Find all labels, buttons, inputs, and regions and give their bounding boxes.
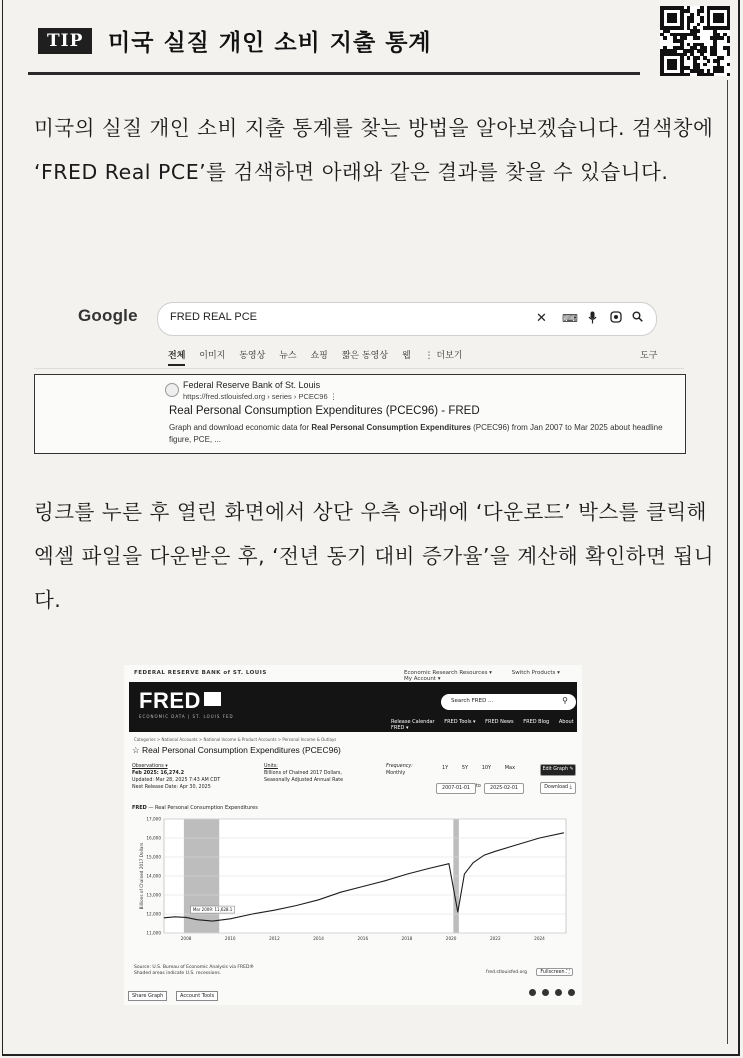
qr-module [720, 36, 724, 40]
qr-module [727, 39, 731, 43]
date-from-input[interactable]: 2007-01-01 [436, 783, 476, 794]
result-url[interactable]: https://fred.stlouisfed.org › series › PCEC96 ⋮ [183, 392, 338, 401]
shaded-note: Shaded areas indicate U.S. recessions. [134, 971, 222, 976]
fred-search-input[interactable]: Search FRED ... [451, 698, 494, 704]
fred-search-box[interactable] [441, 694, 576, 710]
fred-breadcrumb[interactable]: Categories > National Accounts > National Income & Product Accounts > Personal Income & Outlays [134, 737, 337, 742]
fred-logo-subtitle: ECONOMIC DATA | ST. LOUIS FED [139, 714, 234, 719]
pce-data-point [212, 921, 213, 922]
qr-module [687, 73, 691, 77]
qr-module [727, 53, 731, 57]
tab-shopping[interactable]: 쇼핑 [310, 351, 328, 361]
source-text: Source: U.S. Bureau of Economic Analysis via FRED® [134, 965, 254, 970]
nav-fred-tools[interactable]: FRED Tools ▾ [444, 719, 476, 725]
lens-icon[interactable] [610, 311, 622, 327]
nav-release-calendar[interactable]: Release Calendar [391, 719, 435, 725]
qr-module [727, 73, 731, 77]
close-icon[interactable]: ✕ [536, 311, 547, 326]
fred-header-band [129, 682, 577, 732]
topbar-research-link[interactable]: Economic Research Resources ▾ [404, 670, 492, 676]
tab-more[interactable]: ⋮ 더보기 [424, 351, 463, 361]
qr-module [690, 19, 694, 23]
chart-fred-mark: FRED [132, 805, 147, 811]
qr-module [680, 26, 684, 30]
google-search-box[interactable] [157, 302, 657, 336]
frequency-block [386, 763, 413, 777]
qr-module [720, 19, 724, 23]
qr-module [720, 56, 724, 60]
account-tools-button[interactable]: Account Tools [176, 991, 218, 1001]
qr-module [710, 73, 714, 77]
tab-all[interactable]: 전체 [168, 348, 185, 366]
pce-data-point [407, 874, 408, 875]
google-search-input[interactable]: FRED REAL PCE [170, 311, 258, 323]
fred-nav [391, 719, 577, 731]
pce-data-point [252, 914, 253, 915]
pce-data-point [429, 868, 430, 869]
y-tick-label: 11,000 [146, 930, 161, 936]
pce-data-point [362, 886, 363, 887]
tab-images[interactable]: 이미지 [199, 351, 226, 361]
qr-module [697, 56, 701, 60]
updated-date: Updated: Mar 28, 2025 7:43 AM CDT [132, 778, 221, 783]
linkedin-social-icon[interactable] [555, 989, 562, 996]
pce-data-point [539, 838, 540, 839]
page-inner-border [727, 80, 728, 1044]
qr-module [683, 36, 687, 40]
topbar-products-link[interactable]: Switch Products ▾ [511, 670, 560, 676]
y-tick-label: 13,000 [146, 892, 161, 898]
header-title: 미국 실질 개인 소비 지출 통계 [108, 30, 432, 56]
qr-module [697, 23, 701, 27]
qr-module [727, 26, 731, 30]
qr-module [663, 36, 667, 40]
period-max[interactable]: Max [504, 765, 516, 771]
period-5y[interactable]: 5Y [461, 765, 469, 771]
email-share-icon[interactable] [568, 989, 575, 996]
x-tick-label: 2008 [180, 936, 192, 941]
instruction-paragraph: 링크를 누른 후 열린 화면에서 상단 우측 아래에 ‘다운로드’ 박스를 클릭해 엑셀 파일을 다운받은 후, ‘전년 동기 대비 증가율’을 계산해 확인하면 됩니다. [34, 500, 714, 612]
qr-module [673, 66, 677, 70]
nav-fred-blog[interactable]: FRED Blog [523, 719, 550, 725]
facebook-social-icon[interactable] [542, 989, 549, 996]
fred-favicon-icon [165, 383, 179, 397]
pce-data-point [449, 863, 450, 864]
fred-series-title: ☆ Real Personal Consumption Expenditures (PCEC96) [132, 745, 341, 755]
observations-dropdown[interactable]: Observations ▾ [132, 764, 168, 769]
pce-data-point [274, 910, 275, 911]
search-result[interactable] [34, 374, 686, 454]
nav-about-fred[interactable]: About FRED ▾ [391, 719, 574, 731]
fullscreen-button[interactable]: Fullscreen ⛶ [536, 968, 573, 976]
y-tick-label: 17,000 [146, 816, 161, 822]
next-release-date: Next Release Date: Apr 30, 2025 [132, 785, 211, 790]
tab-web[interactable]: 웹 [401, 351, 411, 361]
x-tick-label: 2022 [489, 936, 501, 941]
pce-data-point [197, 919, 198, 920]
tab-tools[interactable]: 도구 [640, 351, 658, 361]
qr-module [697, 36, 701, 40]
date-to-input[interactable]: 2025-02-01 [484, 783, 524, 794]
tip-header [28, 10, 638, 72]
google-logo[interactable]: Google [78, 306, 138, 325]
y-tick-label: 12,000 [146, 911, 161, 917]
pce-data-point [563, 832, 564, 833]
pce-data-point [464, 874, 465, 875]
y-axis-label: Billions of Chained 2017 Dollars [139, 842, 144, 910]
fred-topbar-links [404, 670, 582, 682]
period-1y[interactable]: 1Y [442, 765, 449, 771]
pce-data-point [186, 917, 187, 918]
qr-module [727, 63, 731, 67]
qr-module [707, 59, 711, 63]
units-label: Units: [264, 764, 278, 769]
units-block [264, 763, 354, 784]
qr-module [697, 29, 701, 33]
x-tick-label: 2012 [269, 936, 280, 941]
result-snippet: Graph and download economic data for Real Personal Consumption Expenditures (PCEC96) from Jan 2007 to Mar 2025 about headline figure, PCE, ... [169, 423, 663, 444]
site-url[interactable]: fred.stlouisfed.org [486, 970, 527, 975]
date-to-label: to [476, 784, 481, 789]
pce-data-point [517, 844, 518, 845]
units-value: Billions of Chained 2017 Dollars, Seasonally Adjusted Annual Rate [264, 771, 344, 783]
keyboard-icon[interactable]: ⌨ [562, 312, 578, 325]
chart-source [134, 965, 254, 977]
fred-topbar-org[interactable]: FEDERAL RESERVE BANK of ST. LOUIS [134, 670, 267, 676]
pce-line-chart[interactable] [134, 811, 574, 946]
tab-news[interactable]: 뉴스 [279, 351, 297, 361]
chart-annotation: Mar 2009: 11,628.1 [192, 907, 233, 913]
intro-paragraph: 미국의 실질 개인 소비 지출 통계를 찾는 방법을 알아보겠습니다. 검색창에 ‘FRED Real PCE’를 검색하면 아래와 같은 결과를 찾을 수 있습니다. [34, 116, 714, 184]
pce-data-point [230, 918, 231, 919]
fred-search-icon[interactable]: ⚲ [562, 696, 568, 705]
period-10y[interactable]: 10Y [481, 765, 492, 771]
download-button[interactable]: Download ⤓ [540, 782, 576, 794]
pce-data-point [484, 855, 485, 856]
fred-topbar [124, 665, 582, 683]
topbar-account-link[interactable]: My Account ▾ [404, 676, 441, 682]
tip-badge: TIP [38, 28, 92, 54]
pce-data-point [495, 851, 496, 852]
google-search-screenshot [30, 290, 690, 458]
latest-observation: Feb 2025: 16,274.2 [132, 771, 185, 776]
x-tick-label: 2018 [401, 936, 413, 941]
x-tick-label: 2024 [534, 936, 545, 941]
header-rule [28, 72, 640, 75]
x-tick-label: 2020 [445, 936, 457, 941]
fred-logo[interactable]: FRED [139, 688, 221, 714]
pce-data-point [175, 917, 176, 918]
qr-module [720, 69, 724, 73]
more-options-icon[interactable]: ⋮ [329, 392, 338, 401]
y-tick-label: 16,000 [146, 835, 161, 841]
pce-data-point [296, 905, 297, 906]
fred-logo-chart-icon [204, 692, 221, 706]
fred-page-screenshot [124, 665, 582, 1005]
qr-module [703, 49, 707, 53]
pce-data-point [318, 899, 319, 900]
qr-module [673, 19, 677, 23]
qr-module [700, 9, 704, 13]
frequency-value: Monthly [386, 771, 406, 776]
mic-icon[interactable] [588, 311, 597, 328]
pce-data-point [340, 892, 341, 893]
pce-data-point [385, 880, 386, 881]
result-title-link[interactable]: Real Personal Consumption Expenditures (PCEC96) - FRED [169, 405, 480, 417]
result-site-name: Federal Reserve Bank of St. Louis [183, 380, 321, 390]
y-tick-label: 15,000 [146, 854, 161, 860]
tabs-divider [34, 368, 684, 369]
qr-module [703, 63, 707, 67]
x-tick-label: 2016 [357, 936, 369, 941]
google-tabs [168, 348, 473, 366]
y-tick-label: 14,000 [146, 873, 161, 879]
share-graph-button[interactable]: Share Graph [128, 991, 167, 1001]
period-selector [442, 765, 527, 771]
edit-graph-button[interactable]: Edit Graph ✎ [540, 764, 576, 776]
chart-legend: FRED — Real Personal Consumption Expenditures [132, 805, 258, 811]
x-tick-label: 2014 [313, 936, 324, 941]
tab-short-videos[interactable]: 짧은 동영상 [341, 351, 389, 361]
search-icon[interactable] [632, 311, 643, 326]
pce-data-point [473, 862, 474, 863]
qr-code[interactable] [660, 6, 730, 76]
qr-module [700, 19, 704, 23]
pce-data-point [164, 917, 165, 918]
pce-data-point [457, 912, 458, 913]
frequency-label: Frequency: [386, 764, 413, 769]
observation-block [132, 763, 220, 791]
nav-fred-news[interactable]: FRED News [485, 719, 514, 725]
chart-footer-right [486, 968, 573, 976]
qr-module [687, 56, 691, 60]
x-tick-label: 2010 [224, 936, 236, 941]
tab-videos[interactable]: 동영상 [239, 351, 266, 361]
x-social-icon[interactable] [529, 989, 536, 996]
